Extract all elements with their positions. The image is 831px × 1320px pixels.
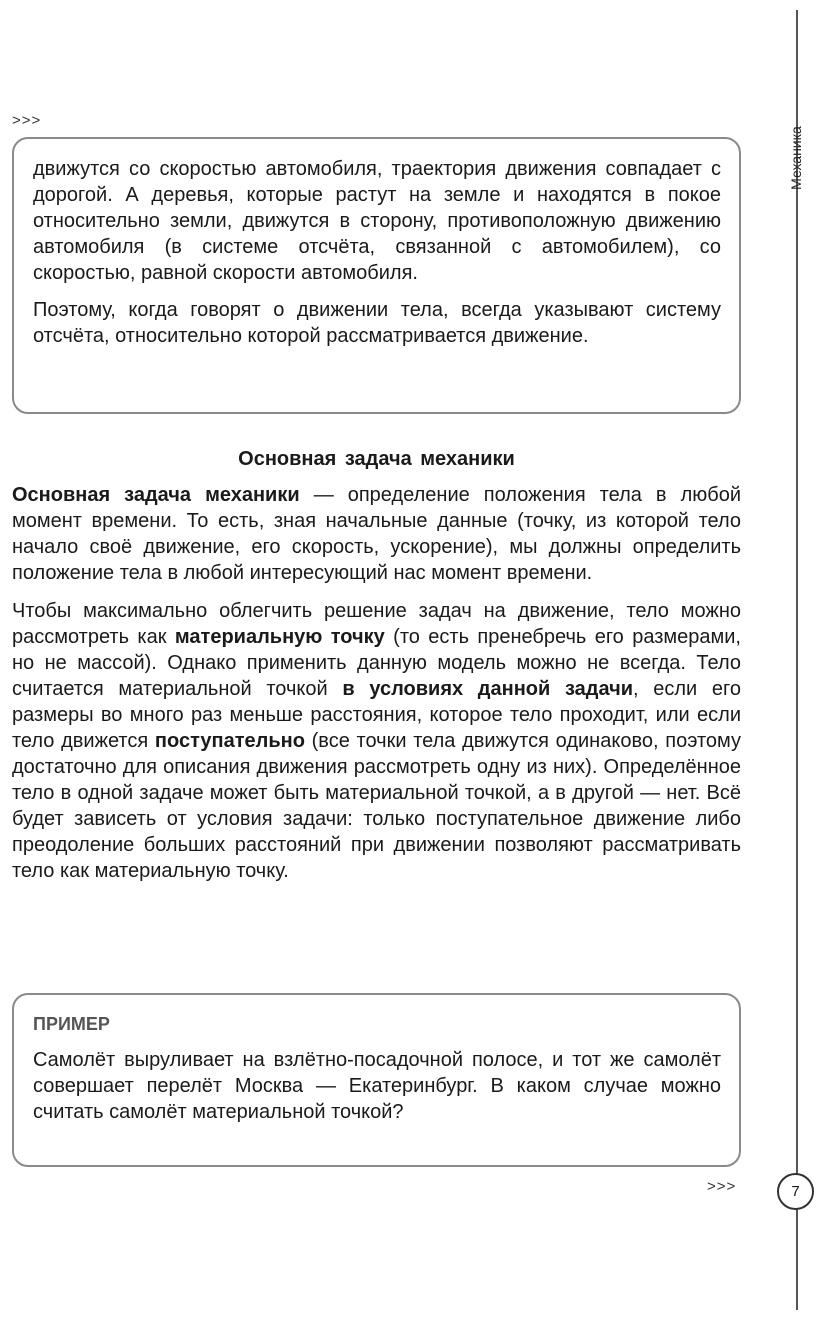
example-text: Самолёт выруливает на взлётно-посадочной полосе, и тот же самолёт совершает перелёт Москва — Екатеринбург. В каком случае можно считать самолёт материальной точкой? bbox=[33, 1049, 721, 1123]
continued-text-box bbox=[12, 137, 741, 414]
bold-term: в условиях данной задачи bbox=[342, 678, 633, 700]
main-text bbox=[12, 482, 741, 884]
chapter-side-label: Механика bbox=[788, 126, 804, 190]
page-number: 7 bbox=[777, 1173, 814, 1210]
example-box bbox=[12, 993, 741, 1167]
example-label: ПРИМЕР bbox=[33, 1014, 110, 1034]
text-run: Чтобы максимально облегчить решение задач на движение, тело можно рассмотреть как bbox=[12, 600, 741, 648]
continuation-marker-top: >>> bbox=[12, 112, 42, 129]
definition-text: — определение положения тела в любой момент времени. То есть, зная начальные данные (точку, из которой тело начало своё движение, его скорость, ускорение), мы должны определить положение тела в любой интересующий нас момент времени. bbox=[12, 484, 741, 584]
section-heading: Основная задача механики bbox=[238, 448, 515, 470]
box-paragraph: движутся со скоростью автомобиля, траектория движения совпадает с дорогой. А деревья, которые растут на земле и находятся в покое относительно земли, движутся в сторону, противоположную движению автомобиля (в системе отсчёта, связанной с автомобилем), со скоростью, равной скорости автомобиля. bbox=[33, 158, 721, 284]
defined-term: Основная задача механики bbox=[12, 484, 300, 506]
text-run: (все точки тела движутся одинаково, поэтому достаточно для описания движения рассмотреть одну из них). Определённое тело в одной задаче может быть материальной точкой, а в другой — нет. Всё будет зависеть от условия задачи: только поступательное движение либо преодоление больших расстояний при движении позволяют рассматривать тело как материальную точку. bbox=[12, 730, 741, 882]
text-run: (то есть пренебречь его размерами, но не массой). Однако применить данную модель можно не всегда. Тело считается материальной точкой bbox=[12, 626, 741, 700]
definition-paragraph bbox=[12, 482, 741, 586]
material-point-paragraph bbox=[12, 598, 741, 884]
bold-term: материальную точку bbox=[174, 626, 385, 648]
box-paragraph: Поэтому, когда говорят о движении тела, всегда указывают систему отсчёта, относительно которой рассматривается движение. bbox=[33, 299, 721, 347]
margin-rule bbox=[796, 10, 798, 1310]
continuation-marker-bottom: >>> bbox=[707, 1178, 737, 1195]
bold-term: поступательно bbox=[154, 730, 305, 752]
text-run: , если его размеры во много раз меньше расстояния, которое тело проходит, или если тело движется bbox=[12, 678, 741, 752]
